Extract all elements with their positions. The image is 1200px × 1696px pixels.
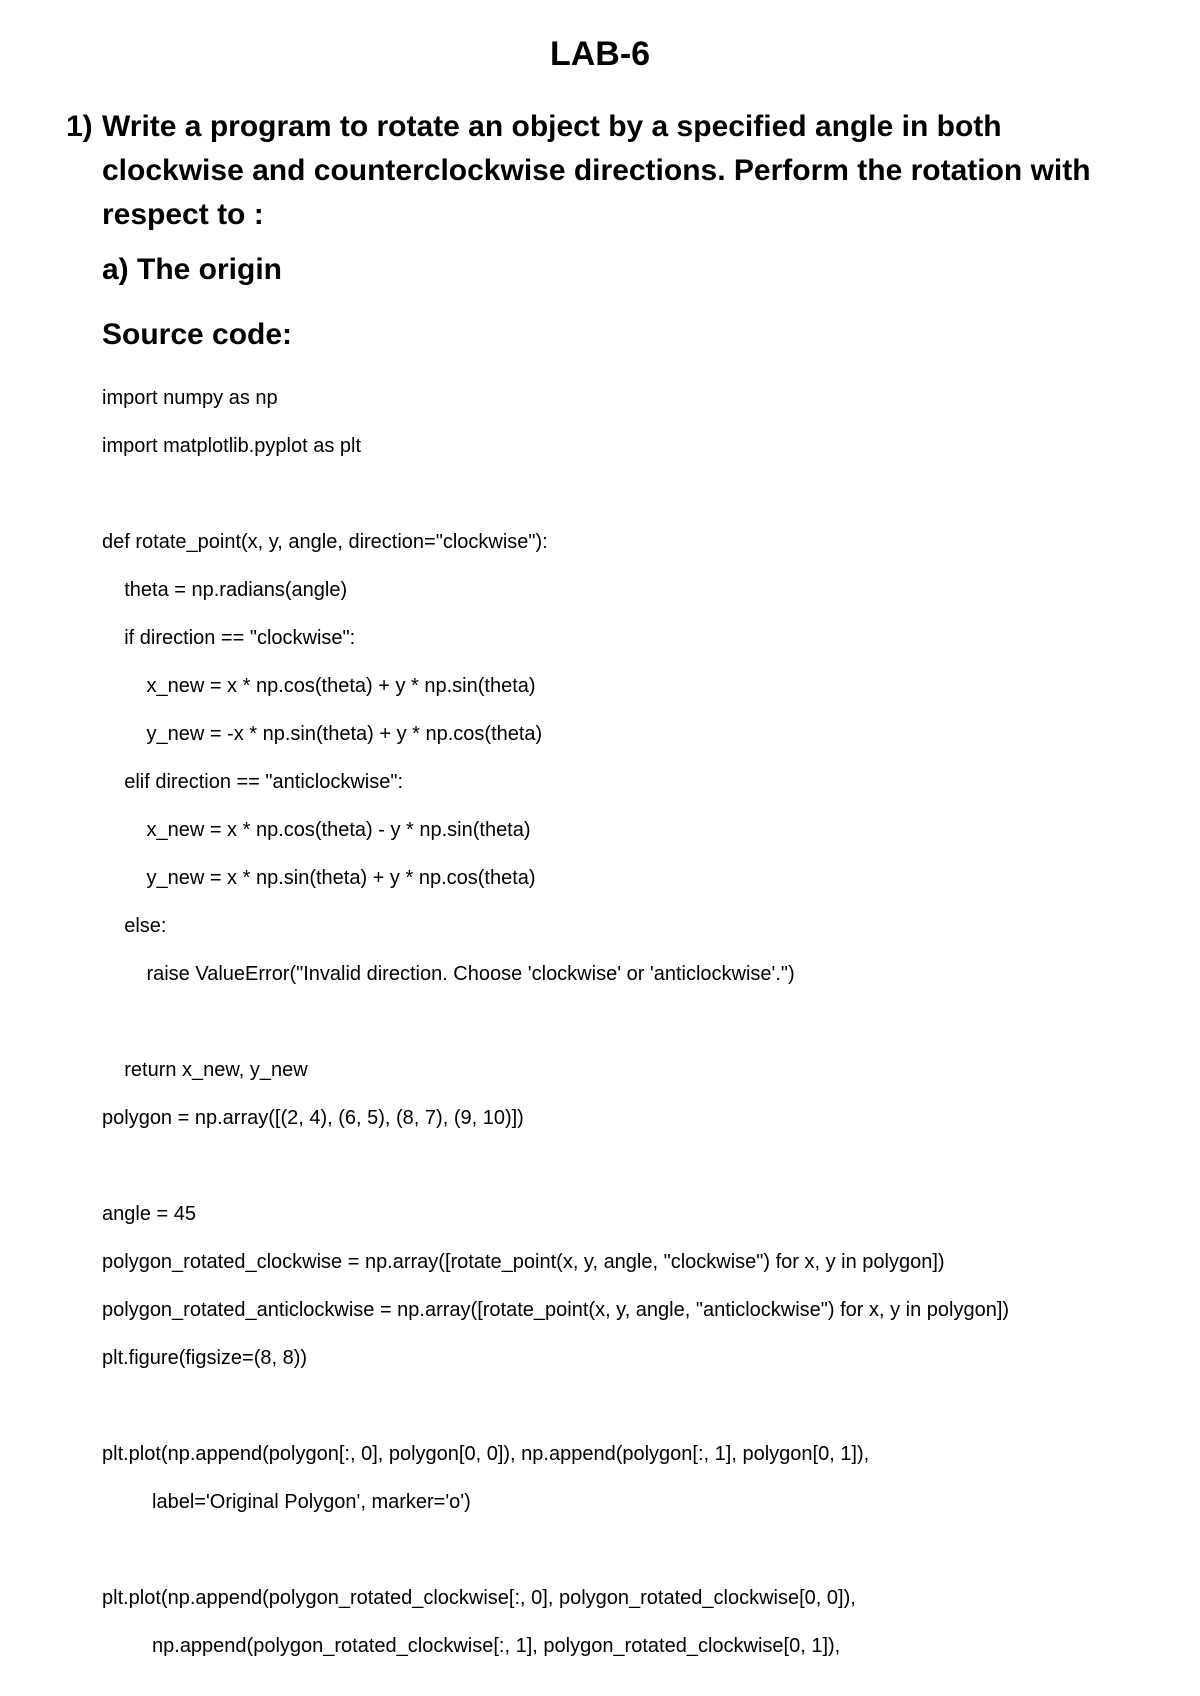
code-line: import numpy as np: [102, 387, 278, 409]
code-line: x_new = x * np.cos(theta) - y * np.sin(theta): [102, 819, 531, 841]
code-line: np.append(polygon_rotated_clockwise[:, 1], polygon_rotated_clockwise[0, 1]),: [102, 1635, 841, 1657]
code-line: import matplotlib.pyplot as plt: [102, 435, 362, 457]
code-line: theta = np.radians(angle): [102, 579, 348, 601]
code-line: angle = 45: [102, 1203, 196, 1225]
code-line: [102, 1142, 1009, 1190]
code-line: x_new = x * np.cos(theta) + y * np.sin(theta): [102, 675, 536, 697]
code-line: [102, 998, 1009, 1046]
code-line: raise ValueError("Invalid direction. Choose 'clockwise' or 'anticlockwise'."): [102, 963, 795, 985]
code-line: polygon = np.array([(2, 4), (6, 5), (8, 7), (9, 10)]): [102, 1107, 524, 1129]
question-subpart: a) The origin: [102, 253, 282, 286]
code-line: plt.plot(np.append(polygon[:, 0], polygon[0, 0]), np.append(polygon[:, 1], polygon[0, 1]),: [102, 1443, 870, 1465]
code-line: polygon_rotated_clockwise = np.array([rotate_point(x, y, angle, "clockwise") for x, y in polygon]): [102, 1251, 945, 1273]
code-line: y_new = -x * np.sin(theta) + y * np.cos(theta): [102, 723, 543, 745]
source-code-heading: Source code:: [102, 318, 293, 351]
code-line: plt.figure(figsize=(8, 8)): [102, 1347, 308, 1369]
code-line: polygon_rotated_anticlockwise = np.array([rotate_point(x, y, angle, "anticlockwise") for x, y in polygon]): [102, 1299, 1010, 1321]
code-line: return x_new, y_new: [102, 1059, 308, 1081]
code-line: else:: [102, 915, 167, 937]
code-line: if direction == "clockwise":: [102, 627, 356, 649]
question-number: 1): [66, 110, 93, 143]
code-line: def rotate_point(x, y, angle, direction="clockwise"):: [102, 531, 548, 553]
code-line: [102, 470, 1009, 518]
code-line: [102, 1382, 1009, 1430]
code-line: elif direction == "anticlockwise":: [102, 771, 403, 793]
question-line: Write a program to rotate an object by a specified angle in both: [102, 110, 1002, 143]
code-line: label='Original Polygon', marker='o'): [102, 1491, 471, 1513]
code-line: [102, 1526, 1009, 1574]
code-line: y_new = x * np.sin(theta) + y * np.cos(theta): [102, 867, 536, 889]
question-line: clockwise and counterclockwise directions. Perform the rotation with: [102, 154, 1091, 187]
code-line: plt.plot(np.append(polygon_rotated_clockwise[:, 0], polygon_rotated_clockwise[0, 0]),: [102, 1587, 856, 1609]
question-line: respect to :: [102, 198, 264, 231]
page-title: LAB-6: [549, 35, 651, 73]
code-block: [102, 374, 1009, 1670]
